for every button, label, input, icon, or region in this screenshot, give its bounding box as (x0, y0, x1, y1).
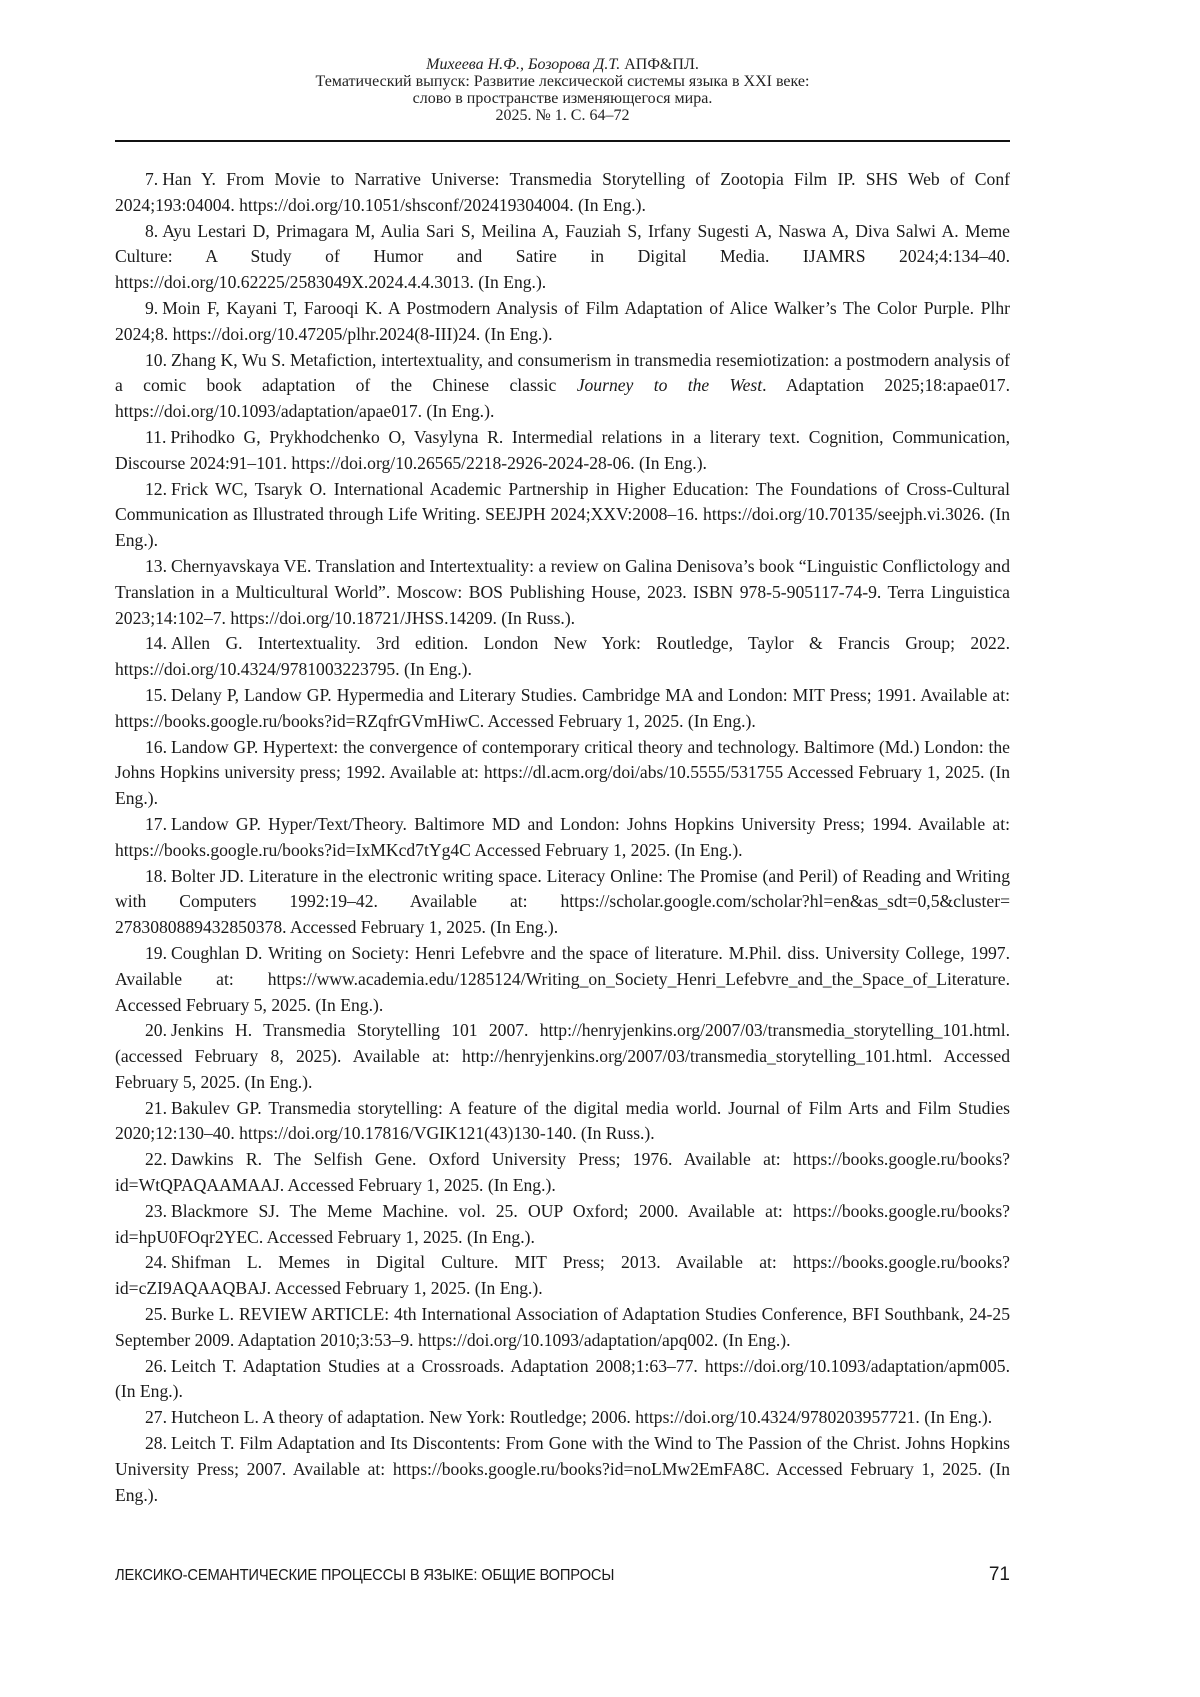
reference-item (115, 812, 1010, 864)
page-footer (115, 1564, 1010, 1586)
reference-item (115, 167, 1010, 219)
reference-item (115, 1096, 1010, 1148)
reference-text: Allen G. Intertextuality. 3rd edition. London New York: Routledge, Taylor & Francis Group; 2022. https://doi.org/10.4324/9781003223795. (In Eng.). (115, 633, 1010, 680)
reference-number: 9. (145, 297, 159, 318)
reference-text: Landow GP. Hypertext: the convergence of contemporary critical theory and technology. Baltimore (Md.) London: the Johns Hopkins university press; 1992. Available at: https://dl.acm.org/doi/abs/10.5555/531755 Accessed February 1, 2025. (In Eng.). (115, 736, 1010, 809)
reference-number: 26. (145, 1355, 167, 1376)
reference-text: Han Y. From Movie to Narrative Universe: Transmedia Storytelling of Zootopia Film IP. SHS Web of Conf 2024;193:04004. https://doi.org/10.1051/shsconf/202419304004. (In Eng.). (115, 169, 1010, 215)
reference-text-italic: Journey to the West (576, 375, 763, 396)
reference-text: Shifman L. Memes in Digital Culture. MIT Press; 2013. Available at: https://books.google.ru/books?id=cZI9AQAAQBAJ. Accessed February 1, 2025. (In Eng.). (115, 1252, 1010, 1299)
reference-item (115, 348, 1010, 425)
reference-number: 7. (145, 169, 159, 189)
reference-item (115, 554, 1010, 631)
reference-item (115, 296, 1010, 348)
reference-item (115, 425, 1010, 477)
header-issue-line-3: 2025. № 1. С. 64–72 (495, 107, 630, 124)
reference-text: Frick WC, Tsaryk O. International Academic Partnership in Higher Education: The Foundations of Cross-Cultural Communication as Illustrated through Life Writing. SEEJPH 2024;XXV:2008–16. https://doi.org/10.70135/seejph.vi.3026. (In Eng.). (115, 478, 1010, 551)
header-citation-line (115, 56, 1010, 73)
reference-number: 17. (145, 813, 167, 834)
header-authors: Михеева Н.Ф., Бозорова Д.Т. (426, 56, 621, 73)
reference-number: 19. (145, 942, 167, 963)
reference-text: Bolter JD. Literature in the electronic writing space. Literacy Online: The Promise (and Peril) of Reading and Writing with Computers 1992:19–42. Available at: https://scholar.google.com/scholar?hl=en&as_sdt=0,5&cluster= 2783080889432850378. Accessed February 1, 2025. (In Eng.). (115, 865, 1010, 938)
reference-item (115, 1147, 1010, 1199)
reference-number: 22. (145, 1149, 167, 1170)
header-divider (115, 140, 1010, 142)
page-number: 71 (988, 1564, 1010, 1585)
reference-text: Leitch T. Film Adaptation and Its Discontents: From Gone with the Wind to The Passion of the Christ. Johns Hopkins University Press; 2007. Available at: https://books.google.ru/books?id=noLMw2EmFA8C. Accessed February 1, 2025. (In Eng.). (115, 1433, 1010, 1505)
reference-text: Leitch T. Adaptation Studies at a Crossroads. Adaptation 2008;1:63–77. https://doi.org/10.1093/adaptation/apm005. (In Eng.). (115, 1355, 1010, 1402)
reference-number: 15. (145, 684, 167, 705)
reference-text: Moin F, Kayani T, Farooqi K. A Postmodern Analysis of Film Adaptation of Alice Walker’s The Color Purple. Plhr 2024;8. https://doi.org/10.47205/plhr.2024(8-III)24. (In Eng.). (115, 297, 1010, 344)
reference-item (115, 631, 1010, 683)
header-journal-abbr: АПФ&ПЛ. (624, 56, 699, 73)
reference-item (115, 1199, 1010, 1251)
reference-item (115, 683, 1010, 735)
reference-item (115, 735, 1010, 812)
reference-number: 14. (145, 633, 167, 654)
reference-text: Chernyavskaya VE. Translation and Intertextuality: a review on Galina Denisova’s book “Linguistic Conflictology and Translation in a Multicultural World”. Moscow: BOS Publishing House, 2023. ISBN 978-5-905117-74-9. Terra Linguistica 2023;14:102–7. https://doi.org/10.18721/JHSS.14209. (In Russ.). (115, 555, 1010, 628)
reference-item (115, 941, 1010, 1018)
reference-text: Landow GP. Hyper/Text/Theory. Baltimore MD and London: Johns Hopkins University Press; 1994. Available at: https://books.google.ru/books?id=IxMKcd7tYg4C Accessed February 1, 2025. (In Eng.). (115, 813, 1010, 860)
reference-item (115, 1405, 1010, 1431)
reference-text: Zhang K, Wu S. Metafiction, intertextuality, and consumerism in transmedia resemiotization: a postmodern analysis of a comic book adaptation of the Chinese classic (115, 349, 1010, 396)
reference-text: Jenkins H. Transmedia Storytelling 101 2007. http://henryjenkins.org/2007/03/transmedia_storytelling_101.html. (accessed February 8, 2025). Available at: http://henryjenkins.org/2007/03/transmedia_storytelling_101.html. Accessed February 5, 2025. (In Eng.). (115, 1020, 1010, 1092)
reference-text: Coughlan D. Writing on Society: Henri Lefebvre and the space of literature. M.Phil. diss. University College, 1997. Available at: https://www.academia.edu/1285124/Writing_on_Society_Henri_Lefebvre_and_the_Space_of_Literature. Accessed February 5, 2025. (In Eng.). (115, 942, 1010, 1015)
reference-number: 13. (145, 555, 167, 576)
reference-number: 12. (145, 478, 167, 499)
reference-number: 27. (145, 1407, 167, 1428)
reference-number: 21. (145, 1097, 167, 1118)
reference-number: 16. (145, 736, 167, 757)
footer-section-title: ЛЕКСИКО-СЕМАНТИЧЕСКИЕ ПРОЦЕССЫ В ЯЗЫКЕ: ОБЩИЕ ВОПРОСЫ (115, 1567, 615, 1584)
reference-number: 8. (145, 220, 159, 241)
reference-number: 11. (145, 426, 167, 447)
running-header (115, 56, 1010, 124)
reference-text: Burke L. REVIEW ARTICLE: 4th International Association of Adaptation Studies Conference, BFI Southbank, 24-25 September 2009. Adaptation 2010;3:53–9. https://doi.org/10.1093/adaptation/apq002. (In Eng.). (115, 1304, 1010, 1350)
reference-number: 23. (145, 1200, 167, 1221)
reference-item (115, 477, 1010, 554)
reference-text: Blackmore SJ. The Meme Machine. vol. 25. OUP Oxford; 2000. Available at: https://books.google.ru/books?id=hpU0FOqr2YEC. Accessed February 1, 2025. (In Eng.). (115, 1200, 1010, 1247)
reference-number: 10. (145, 349, 167, 370)
reference-number: 18. (145, 865, 167, 886)
reference-number: 28. (145, 1433, 167, 1454)
reference-item (115, 1302, 1010, 1354)
reference-list (115, 167, 1010, 1508)
reference-number: 24. (145, 1252, 167, 1273)
reference-text: Hutcheon L. A theory of adaptation. New York: Routledge; 2006. https://doi.org/10.4324/9780203957721. (In Eng.). (171, 1407, 993, 1428)
header-issue-line-2: слово в пространстве изменяющегося мира. (412, 90, 713, 107)
reference-item (115, 864, 1010, 941)
reference-item (115, 219, 1010, 296)
reference-text: Ayu Lestari D, Primagara M, Aulia Sari S, Meilina A, Fauziah S, Irfany Sugesti A, Naswa A, Diva Salwi A. Meme Culture: A Study of Humor and Satire in Digital Media. IJAMRS 2024;4:134–40. https://doi.org/10.62225/2583049X.2024.4.4.3013. (In Eng.). (115, 220, 1010, 293)
reference-text: . Adaptation 2025;18:apae017. https://doi.org/10.1093/adaptation/apae017. (In Eng.). (115, 375, 1011, 422)
reference-item (115, 1354, 1010, 1406)
reference-number: 20. (145, 1020, 167, 1041)
reference-item (115, 1018, 1010, 1095)
reference-number: 25. (145, 1304, 167, 1325)
reference-item (115, 1431, 1010, 1508)
reference-text: Delany P, Landow GP. Hypermedia and Literary Studies. Cambridge MA and London: MIT Press; 1991. Available at: https://books.google.ru/books?id=RZqfrGVmHiwC. Accessed February 1, 2025. (In Eng.). (115, 684, 1010, 731)
reference-text: Prihodko G, Prykhodchenko O, Vasylyna R. Intermedial relations in a literary text. Cognition, Communication, Discourse 2024:91–101. https://doi.org/10.26565/2218-2926-2024-28-06. (In Eng.). (115, 426, 1010, 473)
reference-item (115, 1250, 1010, 1302)
reference-text: Bakulev GP. Transmedia storytelling: A feature of the digital media world. Journal of Film Arts and Film Studies 2020;12:130–40. https://doi.org/10.17816/VGIK121(43)130-140. (In Russ.). (115, 1097, 1010, 1144)
header-issue-line-1: Тематический выпуск: Развитие лексической системы языка в XXI веке: (315, 73, 810, 90)
reference-text: Dawkins R. The Selfish Gene. Oxford University Press; 1976. Available at: https://books.google.ru/books?id=WtQPAQAAMAAJ. Accessed February 1, 2025. (In Eng.). (115, 1149, 1010, 1196)
